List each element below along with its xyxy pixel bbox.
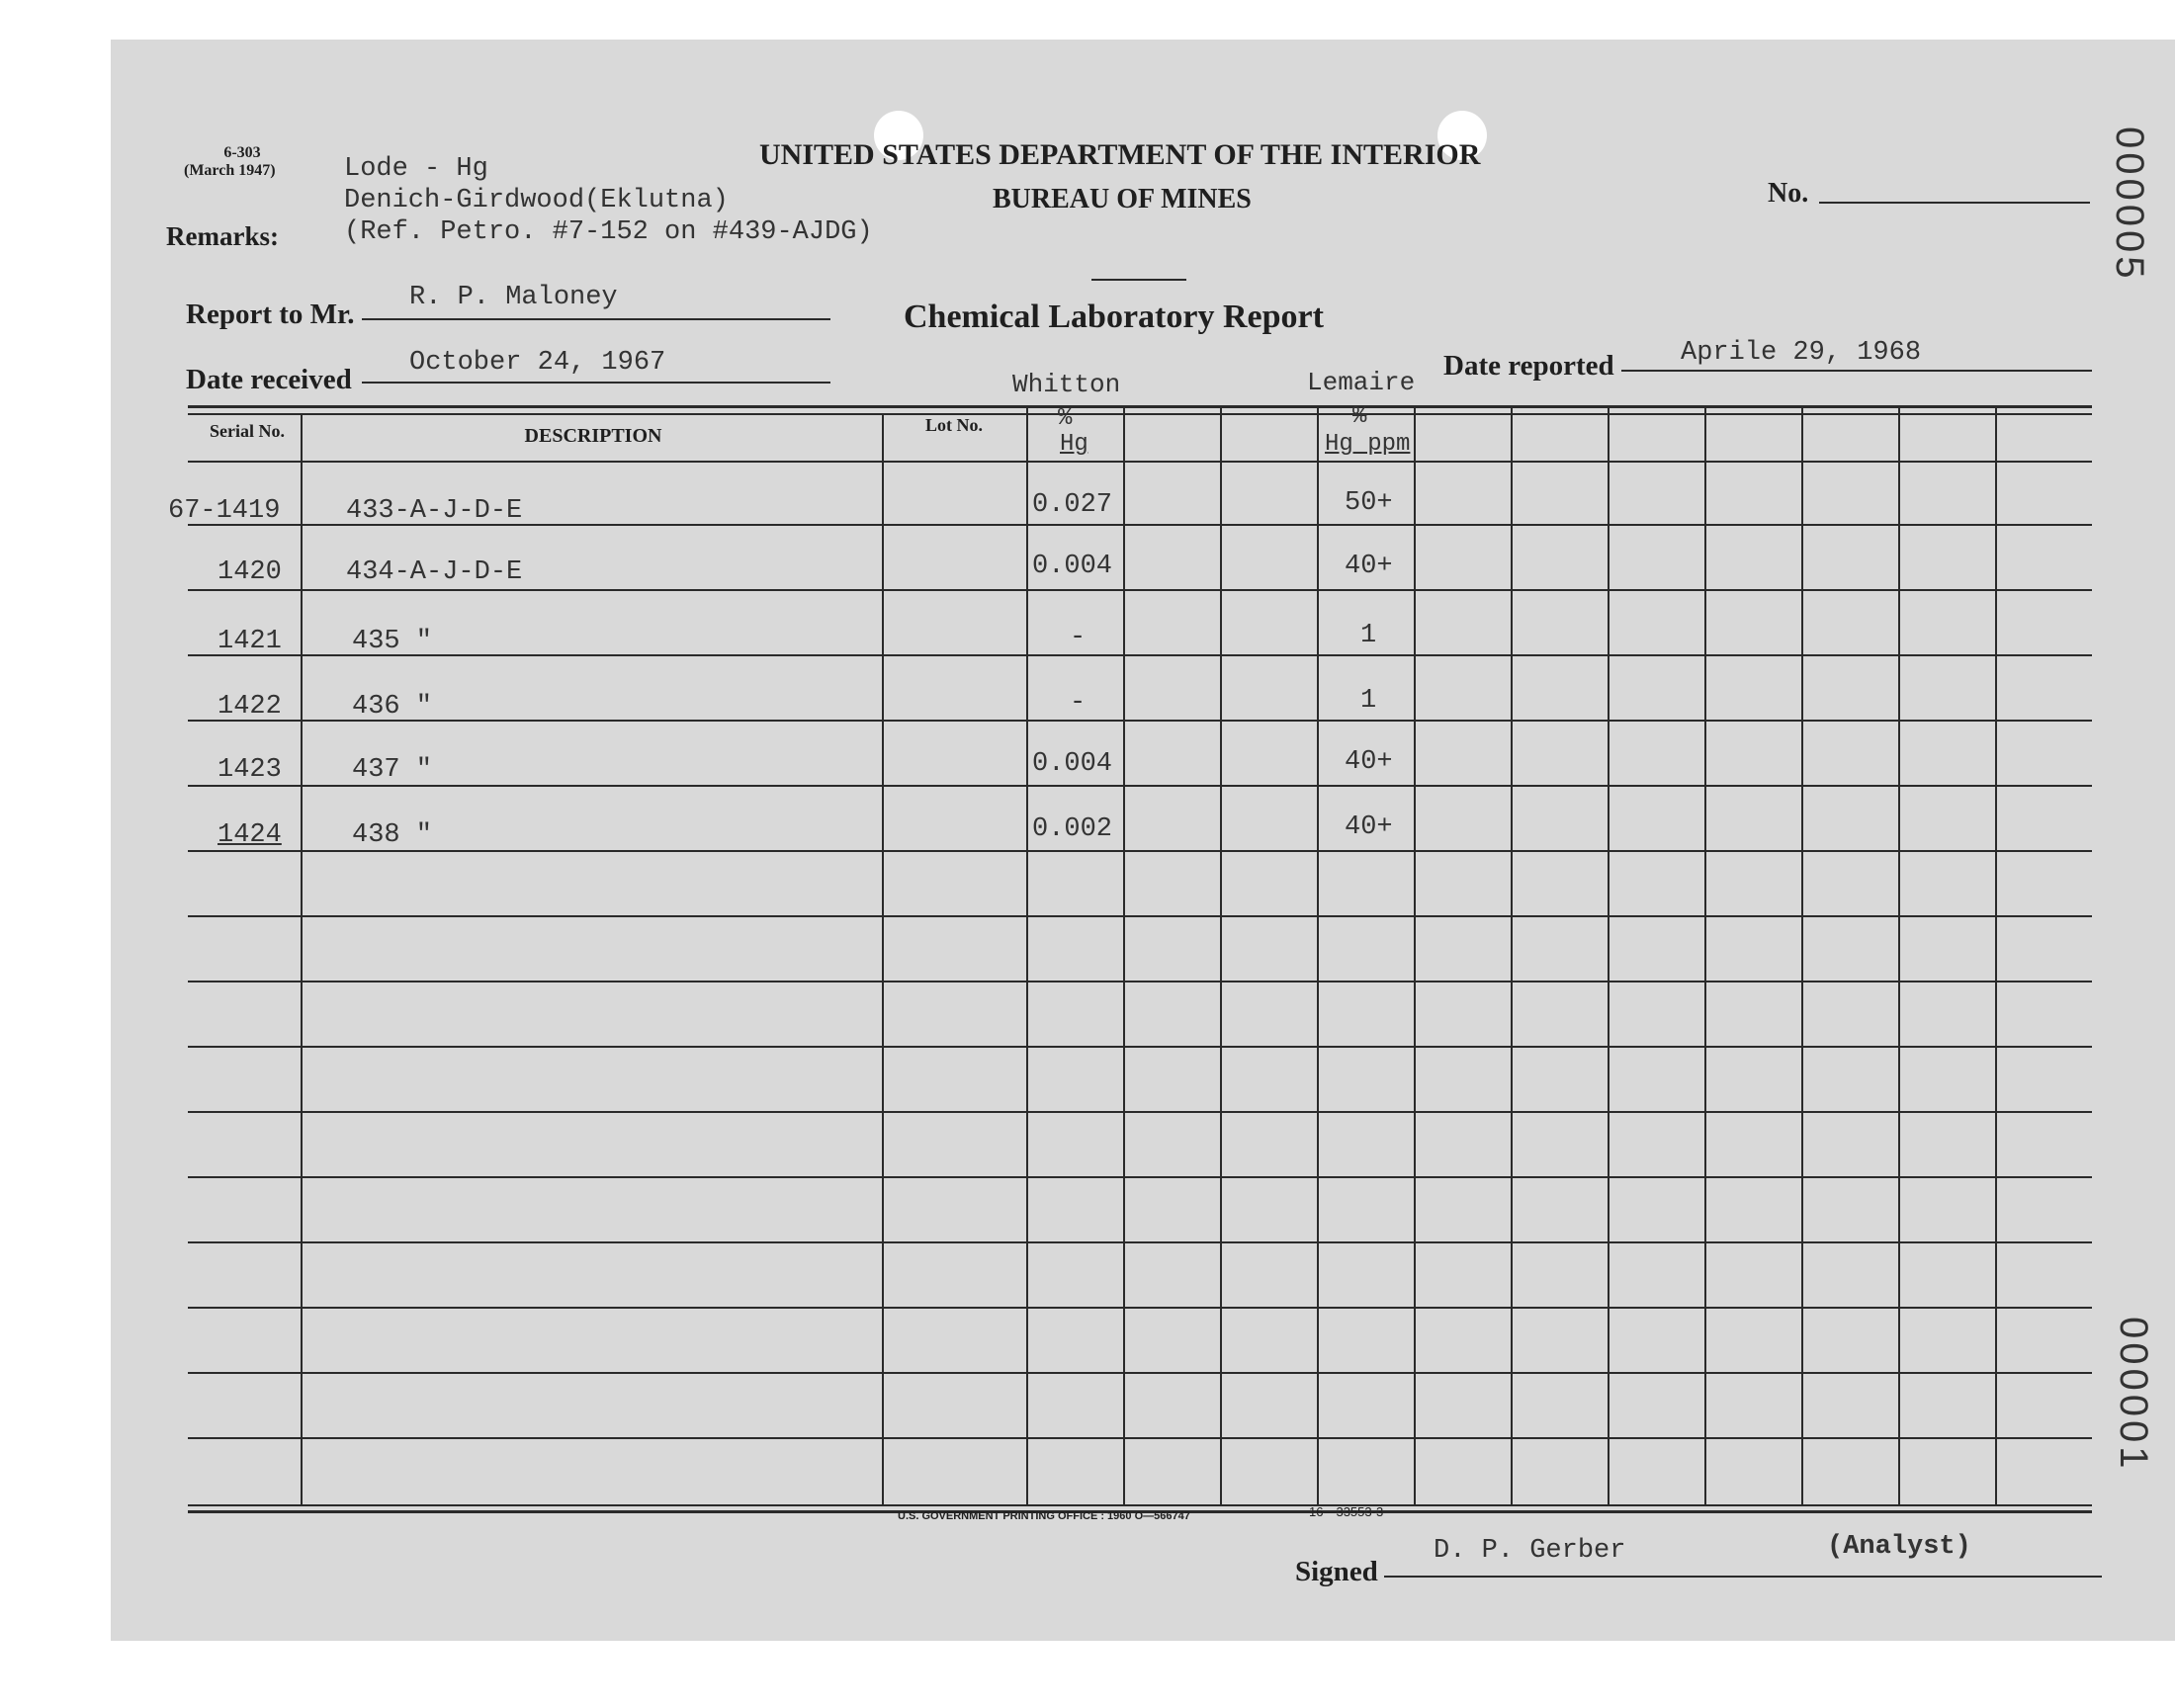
- form-code: 16—33553-3: [1309, 1504, 1384, 1519]
- header-hg-pct-unit: %: [1058, 405, 1073, 432]
- col-line: [1026, 405, 1028, 1504]
- row-line: [188, 981, 2092, 982]
- remarks-label: Remarks:: [166, 221, 279, 251]
- cell-hg-ppm: 1: [1360, 686, 1377, 716]
- cell-description: 434-A-J-D-E: [346, 557, 523, 587]
- col-line: [882, 415, 884, 1504]
- cell-description: 435 ": [352, 627, 433, 656]
- department-title: UNITED STATES DEPARTMENT OF THE INTERIOR: [759, 138, 1481, 171]
- cell-description: 437 ": [352, 755, 433, 785]
- cell-hg-pct: -: [1070, 623, 1087, 652]
- cell-hg-pct: 0.027: [1032, 490, 1113, 520]
- no-label: No.: [1768, 178, 1809, 209]
- cell-serial: 1420: [218, 557, 282, 587]
- col-line: [1123, 405, 1125, 1504]
- report-to-value: R. P. Maloney: [409, 283, 618, 312]
- cell-serial: 1422: [218, 692, 282, 722]
- row-line: [188, 720, 2092, 722]
- col-line: [1414, 405, 1416, 1504]
- row-line: [188, 1111, 2092, 1113]
- table-top-rule-inner: [188, 413, 2092, 415]
- col-line: [1704, 405, 1706, 1504]
- row-line: [188, 1241, 2092, 1243]
- signed-label: Signed: [1295, 1556, 1378, 1587]
- form-number: 6-303: [223, 144, 261, 161]
- row-line: [188, 1176, 2092, 1178]
- row-line: [188, 589, 2092, 591]
- cell-description: 436 ": [352, 692, 433, 722]
- date-received-label: Date received: [186, 364, 352, 395]
- date-reported-value: Aprile 29, 1968: [1681, 338, 1922, 368]
- cell-hg-pct: 0.004: [1032, 552, 1113, 581]
- date-received-value: October 24, 1967: [409, 348, 666, 378]
- date-reported-underline: [1621, 370, 2092, 372]
- row-line: [188, 1046, 2092, 1048]
- row-line: [188, 1372, 2092, 1374]
- row-line: [188, 850, 2092, 852]
- header-hg-ppm-unit: %: [1352, 403, 1367, 430]
- hg-ppm-analyst: Lemaire: [1307, 368, 1416, 397]
- date-received-underline: [362, 382, 830, 384]
- col-line: [1801, 405, 1803, 1504]
- cell-hg-pct: 0.004: [1032, 749, 1113, 779]
- cell-hg-ppm: 40+: [1345, 747, 1393, 777]
- remarks-line-3: (Ref. Petro. #7-152 on #439-AJDG): [344, 217, 873, 247]
- no-underline: [1819, 202, 2090, 204]
- table-top-rule: [188, 405, 2092, 408]
- form-date: (March 1947): [184, 162, 276, 179]
- row-line: [188, 785, 2092, 787]
- signed-underline: [1384, 1576, 2102, 1578]
- col-line: [1220, 405, 1222, 1504]
- col-line: [301, 415, 303, 1504]
- cell-serial: 67-1419: [168, 496, 281, 526]
- date-reported-label: Date reported: [1443, 350, 1614, 382]
- cell-serial: 1423: [218, 755, 282, 785]
- side-number-bottom: 000001: [2112, 1317, 2155, 1473]
- cell-serial: 1424: [218, 820, 282, 850]
- report-title: Chemical Laboratory Report: [904, 299, 1324, 335]
- remarks-line-2: Denich-Girdwood(Eklutna): [344, 186, 729, 215]
- col-line: [1511, 405, 1513, 1504]
- row-line: [188, 1437, 2092, 1439]
- row-line: [188, 461, 2092, 463]
- remarks-line-1: Lode - Hg: [344, 154, 488, 184]
- cell-hg-ppm: 50+: [1345, 488, 1393, 518]
- cell-serial: 1421: [218, 627, 282, 656]
- cell-hg-ppm: 40+: [1345, 552, 1393, 581]
- table-bottom-rule: [188, 1504, 2092, 1506]
- header-lot-no: Lot No.: [925, 415, 983, 435]
- analyst-label: (Analyst): [1827, 1532, 1971, 1562]
- row-line: [188, 915, 2092, 917]
- bureau-name: BUREAU OF MINES: [993, 184, 1252, 214]
- cell-hg-pct: -: [1070, 688, 1087, 718]
- row-line: [188, 654, 2092, 656]
- report-to-underline: [362, 318, 830, 320]
- cell-hg-ppm: 40+: [1345, 812, 1393, 842]
- header-description: DESCRIPTION: [524, 425, 662, 447]
- report-to-label: Report to Mr.: [186, 299, 355, 330]
- cell-description: 433-A-J-D-E: [346, 496, 523, 526]
- header-hg-pct-label: Hg: [1060, 431, 1088, 458]
- row-line: [188, 1307, 2092, 1309]
- title-divider: [1091, 279, 1186, 281]
- cell-hg-pct: 0.002: [1032, 814, 1113, 844]
- signed-value: D. P. Gerber: [1434, 1536, 1626, 1566]
- side-number-top: 000005: [2108, 127, 2151, 283]
- header-serial-no: Serial No.: [210, 421, 285, 441]
- cell-description: 438 ": [352, 820, 433, 850]
- header-hg-ppm-label: Hg ppm: [1325, 431, 1411, 458]
- col-line: [1898, 405, 1900, 1504]
- cell-hg-ppm: 1: [1360, 621, 1377, 650]
- col-line: [1608, 405, 1610, 1504]
- col-line: [1317, 405, 1319, 1504]
- printer-line: U.S. GOVERNMENT PRINTING OFFICE : 1960 O—566747: [898, 1510, 1190, 1522]
- col-line: [1995, 405, 1997, 1504]
- hg-pct-analyst: Whitton: [1012, 370, 1121, 399]
